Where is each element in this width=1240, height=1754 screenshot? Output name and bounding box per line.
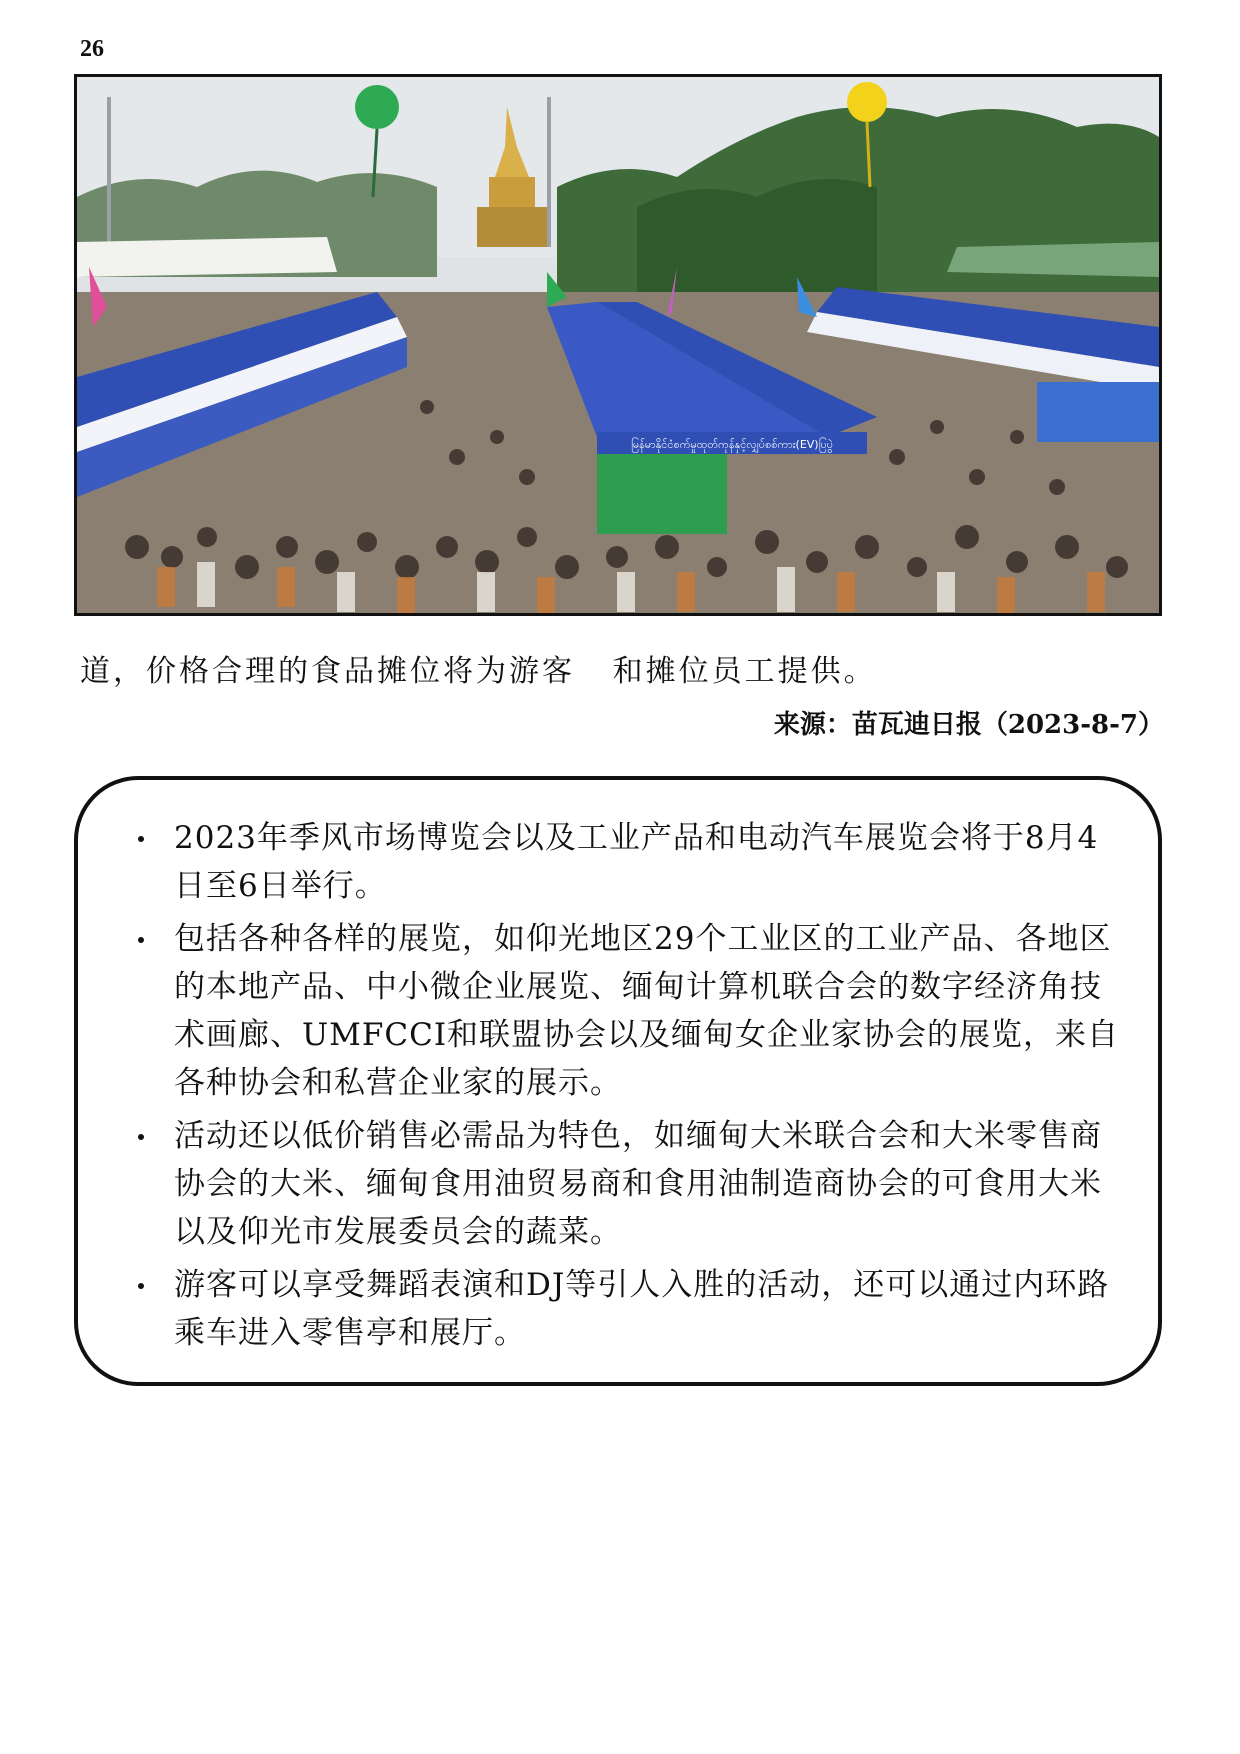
article-source: 来源：苗瓦迪日报（2023-8-7）: [773, 710, 1164, 740]
summary-box: [74, 776, 1162, 1386]
bullet-dot-icon: [138, 937, 144, 943]
photo-illustration: [77, 77, 1159, 613]
bullet-dot-icon: [138, 836, 144, 842]
market-fair-photo: [74, 74, 1162, 616]
summary-bullet-text: 游客可以享受舞蹈表演和DJ等引人入胜的活动，还可以通过内环路乘车进入零售亭和展厅。: [174, 1267, 1110, 1351]
tent-banner-text: မြန်မာနိုင်ငံစက်မှုထုတ်ကုန်နှင့်လျှပ်စစ်ကား(EV)ပြပွဲ: [630, 438, 834, 451]
bullet-dot-icon: [138, 1134, 144, 1140]
page-number: 26: [80, 36, 104, 62]
article-caption: 道，价格合理的食品摊位将为游客 和摊位员工提供。: [80, 654, 877, 689]
summary-bullet: [108, 1112, 1128, 1256]
summary-bullet-text: 包括各种各样的展览，如仰光地区29个工业区的工业产品、各地区的本地产品、中小微企业展览、缅甸计算机联合会的数字经济角技术画廊、UMFCCI和联盟协会以及缅甸女企业家协会的展览，来自各种协会和私营企业家的展示。: [174, 921, 1120, 1101]
summary-bullet-text: 2023年季风市场博览会以及工业产品和电动汽车展览会将于8月4日至6日举行。: [174, 820, 1099, 904]
summary-bullet: [108, 915, 1128, 1107]
summary-bullet-text: 活动还以低价销售必需品为特色，如缅甸大米联合会和大米零售商协会的大米、缅甸食用油贸易商和食用油制造商协会的可食用大米以及仰光市发展委员会的蔬菜。: [174, 1118, 1102, 1250]
summary-bullet-list: [108, 814, 1128, 1357]
summary-bullet: [108, 1261, 1128, 1357]
summary-bullet: [108, 814, 1128, 910]
bullet-dot-icon: [138, 1283, 144, 1289]
